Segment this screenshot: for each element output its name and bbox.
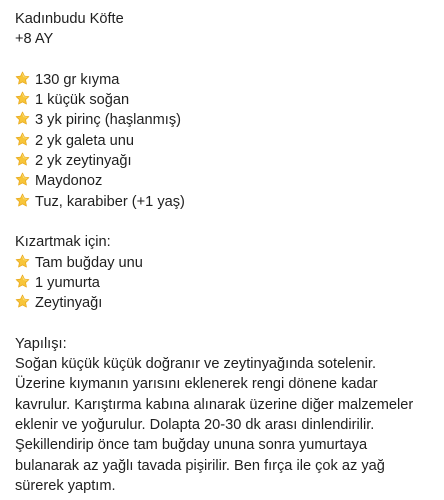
- ingredient-text: 2 yk zeytinyağı: [35, 153, 132, 170]
- ingredient-item: [15, 192, 439, 212]
- frying-item: [15, 273, 439, 293]
- star-icon: [15, 294, 30, 309]
- frying-list: [15, 253, 439, 314]
- ingredient-text: Tuz, karabiber (+1 yaş): [35, 193, 185, 210]
- star-icon: [15, 111, 30, 126]
- ingredient-item: [15, 70, 439, 90]
- recipe-note: [15, 9, 439, 496]
- recipe-title: Kadınbudu Köfte: [15, 11, 124, 27]
- star-icon: [15, 91, 30, 106]
- ingredient-list: [15, 70, 439, 212]
- method-text: Soğan küçük küçük doğranır ve zeytinyağında sotelenir. Üzerine kıymanın yarısını eklenerek rengi dönene kadar kavrulur. Karıştırma kabına alınarak üzerine diğer malzemeler eklenir ve yoğurulur. Dolapta 20-30 dk arası dinlendirilir. Şekillendirip önce tam buğday ununa sonra yumurtaya bulanarak az yağlı tavada pişirilir. Ben fırça ile çok az yağ sürerek yaptım.: [15, 356, 414, 494]
- frying-heading: Kızartmak için:: [15, 234, 111, 251]
- star-icon: [15, 274, 30, 289]
- ingredient-text: 3 yk pirinç (haşlanmış): [35, 112, 181, 129]
- star-icon: [15, 71, 30, 86]
- frying-text: Zeytinyağı: [35, 295, 103, 312]
- ingredient-item: [15, 131, 439, 151]
- star-icon: [15, 132, 30, 147]
- age-label: +8 AY: [15, 31, 54, 48]
- frying-item: [15, 293, 439, 313]
- ingredient-text: 2 yk galeta unu: [35, 132, 134, 149]
- ingredient-item: [15, 110, 439, 130]
- spacer: [15, 212, 439, 232]
- ingredient-item: [15, 151, 439, 171]
- method-heading: Yapılışı:: [15, 335, 67, 352]
- ingredient-text: 130 gr kıyma: [35, 71, 120, 88]
- spacer: [15, 50, 439, 70]
- spacer: [15, 313, 439, 333]
- star-icon: [15, 172, 30, 187]
- ingredient-text: 1 küçük soğan: [35, 92, 130, 109]
- star-icon: [15, 152, 30, 167]
- ingredient-item: [15, 90, 439, 110]
- ingredient-item: [15, 171, 439, 191]
- ingredient-text: Maydonoz: [35, 173, 103, 190]
- frying-item: [15, 253, 439, 273]
- star-icon: [15, 254, 30, 269]
- frying-text: Tam buğday unu: [35, 254, 143, 271]
- frying-text: 1 yumurta: [35, 274, 100, 291]
- star-icon: [15, 193, 30, 208]
